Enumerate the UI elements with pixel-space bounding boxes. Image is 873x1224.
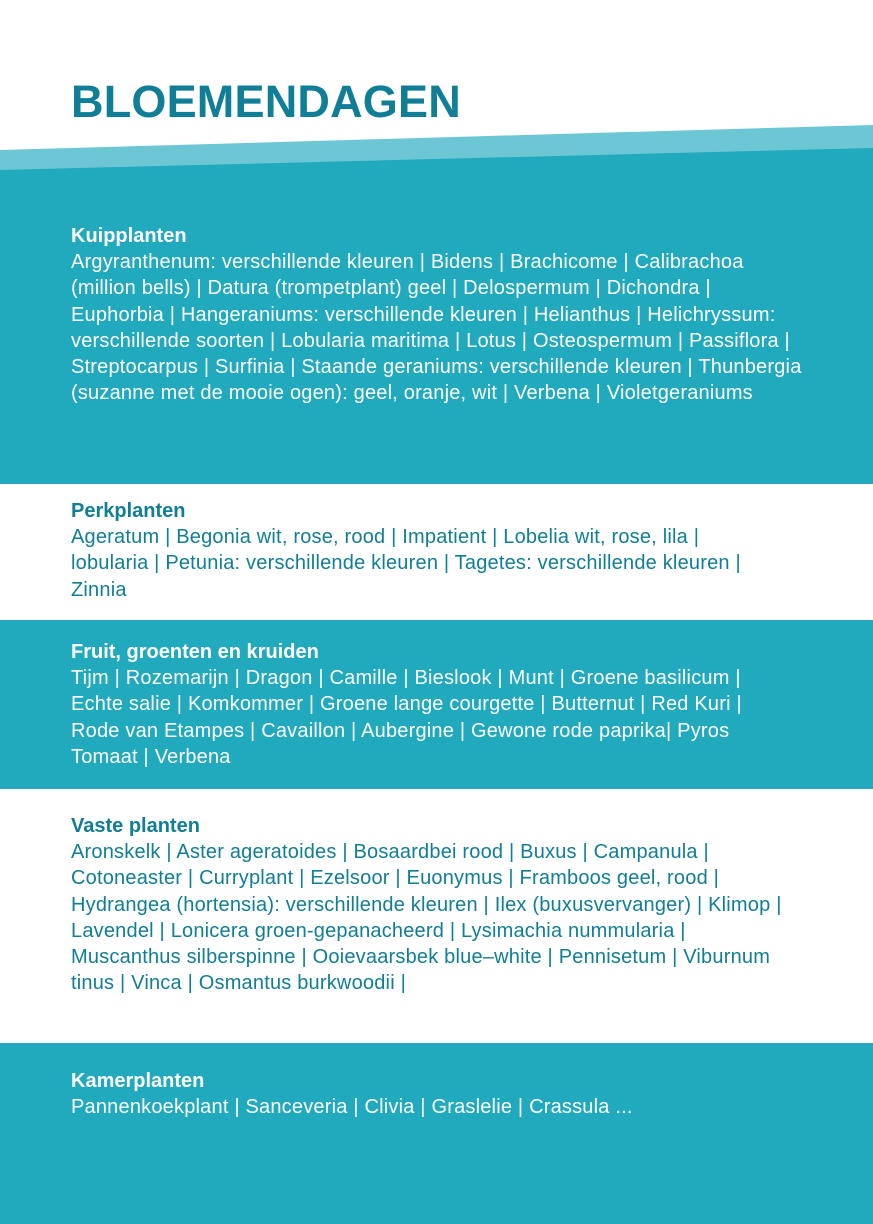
section-text: Ageratum | Begonia wit, rose, rood | Impatient | Lobelia wit, rose, lila | lobularia | Petunia: verschillende kleuren | Tagetes: verschillende kleuren | Zinnia	[71, 526, 741, 601]
section-text: Tijm | Rozemarijn | Dragon | Camille | Bieslook | Munt | Groene basilicum | Echte salie | Komkommer | Groene lange courgette | Butternut | Red Kuri | Rode van Etampes | Cavaillon | Aubergine | Gewone rode paprika| Pyros Tomaat | Verbena	[71, 667, 742, 768]
section-kamerplanten	[71, 1068, 806, 1120]
section-kuipplanten	[71, 223, 806, 407]
section-perkplanten	[71, 498, 751, 603]
section-heading: Kamerplanten	[71, 1070, 205, 1092]
section-text: Aronskelk | Aster ageratoides | Bosaardbei rood | Buxus | Campanula | Cotoneaster | Curryplant | Ezelsoor | Euonymus | Framboos geel, rood | Hydrangea (hortensia): verschillende kleuren | Ilex (buxusvervanger) | Klimop | Lavendel | Lonicera groen-gepanacheerd | Lysimachia nummularia | Muscanthus silberspinne | Ooievaarsbek blue–white | Pennisetum | Viburnum tinus | Vinca | Osmantus burkwoodii |	[71, 841, 782, 995]
page-title: BLOEMENDAGEN	[71, 76, 461, 127]
section-heading: Fruit, groenten en kruiden	[71, 641, 319, 663]
section-heading: Kuipplanten	[71, 225, 187, 247]
section-heading: Vaste planten	[71, 815, 200, 837]
section-text: Pannenkoekplant | Sanceveria | Clivia | Graslelie | Crassula ...	[71, 1096, 633, 1118]
section-text: Argyranthenum: verschillende kleuren | Bidens | Brachicome | Calibrachoa (million bells) | Datura (trompetplant) geel | Delospermum | Dichondra | Euphorbia | Hangeraniums: verschillende kleuren | Helianthus | Helichryssum: verschillende soorten | Lobularia maritima | Lotus | Osteospermum | Passiflora | Streptocarpus | Surfinia | Staande geraniums: verschillende kleuren | Thunbergia (suzanne met de mooie ogen): geel, oranje, wit | Verbena | Violetgeraniums	[71, 251, 802, 405]
section-fruit-groenten-kruiden	[71, 639, 786, 770]
section-vaste-planten	[71, 813, 801, 997]
section-heading: Perkplanten	[71, 500, 186, 522]
